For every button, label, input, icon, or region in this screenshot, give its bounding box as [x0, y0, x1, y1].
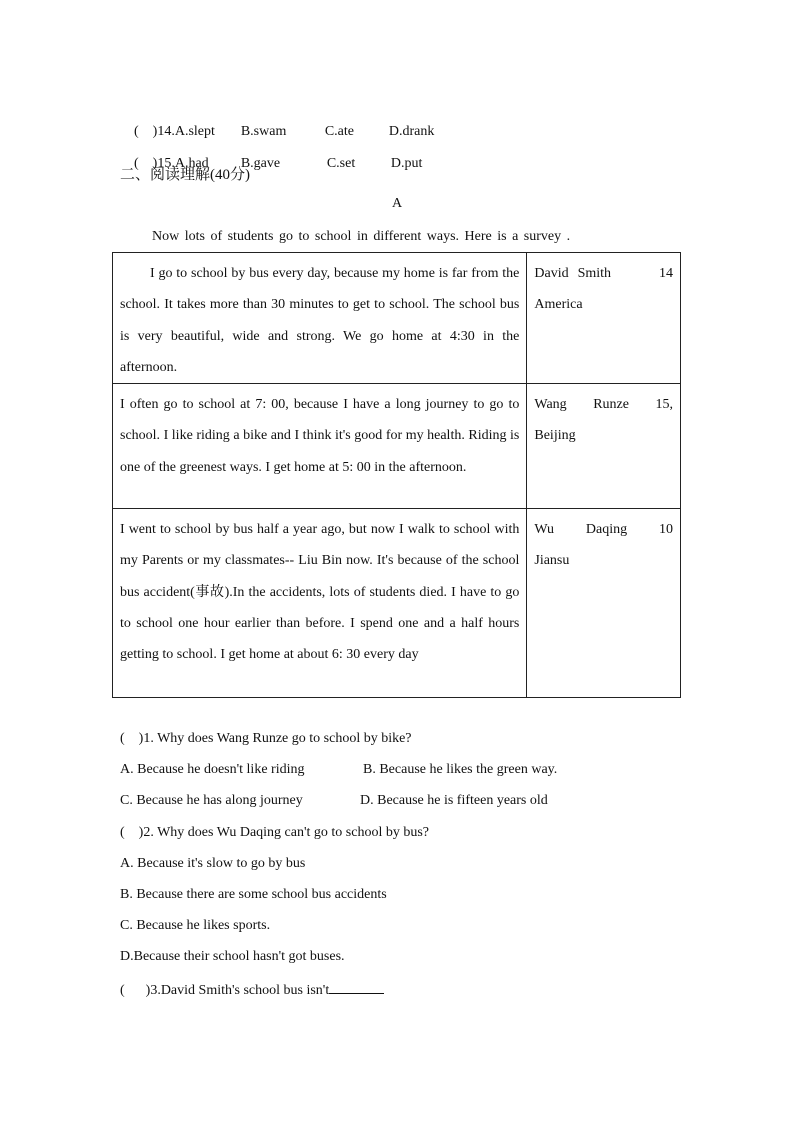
survey-person	[527, 253, 681, 384]
person-first-name: Wang	[534, 397, 567, 413]
person-last-name: Smith	[577, 266, 612, 281]
answer-paren: ( )	[134, 124, 158, 139]
question-number: 14.	[157, 124, 175, 139]
survey-table	[112, 252, 681, 698]
survey-row	[113, 253, 681, 384]
question-2-stem: ( )2. Why does Wu Daqing can't go to school by bus?	[120, 825, 430, 840]
section-title: 二、阅读理解(40分)	[120, 167, 250, 183]
question-3-stem	[120, 980, 384, 1001]
question-2-option-c: C. Because he likes sports.	[120, 918, 271, 933]
option-c: C.ate	[324, 124, 354, 139]
person-place: Jiansu	[534, 553, 570, 569]
person-first-name: David	[534, 266, 569, 281]
question-2-option-d: D.Because their school hasn't got buses.	[120, 949, 345, 964]
option-a: A.slept	[174, 124, 215, 139]
question-number: 15.	[157, 156, 175, 171]
option-c: C.set	[326, 156, 356, 171]
person-age: 14	[658, 266, 673, 281]
person-first-name: Wu	[534, 522, 555, 538]
survey-text: I went to school by bus half a year ago, but now I walk to school with my Parents or my classmates-- Liu Bin now. It's because of the school bus accident(事故).In the accidents, lots of students died. I have to go to school one hour earlier than before. I spend one and a half hours getting to school. I get home at about 6: 30 every day	[113, 509, 527, 698]
option-d: D.drank	[388, 124, 435, 139]
person-age: 15,	[655, 397, 673, 413]
survey-person	[527, 384, 681, 509]
passage-intro: Now lots of students go to school in different ways. Here is a survey .	[152, 229, 571, 244]
option-a: A.had	[174, 156, 209, 171]
question-2-option-b: B. Because there are some school bus accidents	[120, 887, 387, 902]
answer-paren: ( )	[134, 156, 158, 171]
option-b: B.gave	[240, 156, 281, 171]
option-c: C. Because he has along journey	[120, 793, 303, 808]
person-place: Beijing	[534, 428, 576, 444]
person-last-name: Daqing	[585, 522, 628, 538]
option-b: B. Because he likes the green way.	[363, 762, 558, 777]
person-place: America	[534, 297, 583, 313]
survey-text: I often go to school at 7: 00, because I have a long journey to go to school. I like riding a bike and I think it's good for my health. Riding is one of the greenest ways. I get home at 5: 00 in the afternoon.	[113, 384, 527, 509]
option-d: D. Because he is fifteen years old	[360, 793, 548, 808]
survey-text: I go to school by bus every day, because my home is far from the school. It takes more than 30 minutes to get to school. The school bus is very beautiful, wide and strong. We go home at 4:30 in the afternoon.	[113, 253, 527, 384]
survey-row	[113, 384, 681, 509]
person-last-name: Runze	[593, 397, 629, 413]
question-1-options-cd	[120, 791, 548, 811]
option-a: A. Because he doesn't like riding	[120, 762, 305, 777]
option-b: B.swam	[240, 124, 287, 139]
survey-person	[527, 509, 681, 698]
answer-blank	[329, 980, 384, 994]
survey-row	[113, 509, 681, 698]
question-2-option-a: A. Because it's slow to go by bus	[120, 856, 306, 871]
question-3-text: ( )3.David Smith's school bus isn't	[120, 983, 330, 998]
option-d: D.put	[390, 156, 423, 171]
question-1-stem: ( )1. Why does Wang Runze go to school by bike?	[120, 731, 412, 746]
person-age: 10	[659, 522, 673, 538]
passage-label: A	[391, 196, 403, 211]
question-1-options-ab	[120, 760, 557, 780]
